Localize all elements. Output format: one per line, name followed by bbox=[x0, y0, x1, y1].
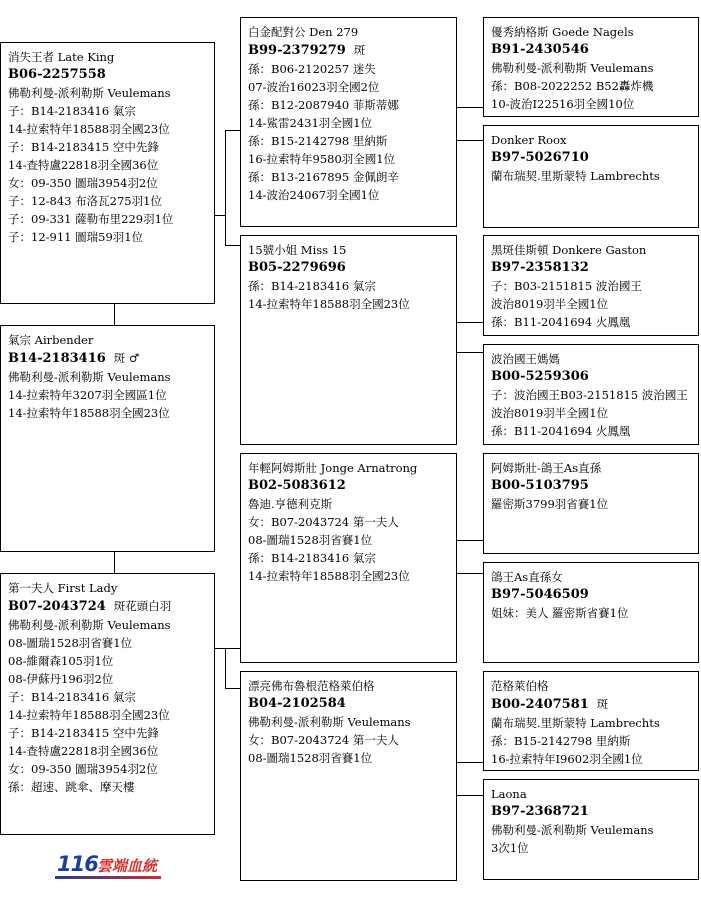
dam-dam-card bbox=[240, 671, 457, 881]
detail-line: 佛勒利曼-派利勒斯 Veulemans bbox=[8, 618, 171, 632]
subject-card bbox=[0, 325, 215, 552]
connector-line bbox=[114, 304, 115, 325]
pigeon-details bbox=[491, 167, 691, 185]
ring-number: B14-2183416 bbox=[8, 351, 106, 366]
connector-line bbox=[225, 648, 226, 688]
connector-line bbox=[457, 352, 483, 353]
color-sex-tag: 斑 ♂ bbox=[113, 351, 140, 365]
detail-line: 子：B14-2183415 空中先鋒 bbox=[8, 726, 159, 740]
pigeon-name: 漂亮佛布魯根范格萊伯格 bbox=[248, 679, 375, 693]
detail-line: 08-伊蘇丹196羽2位 bbox=[8, 672, 114, 686]
connector-line bbox=[457, 795, 483, 796]
detail-line: 16-拉索特年Ⅰ9602羽全國1位 bbox=[491, 752, 643, 766]
detail-line: 姐妹：美人 羅密斯省賽1位 bbox=[491, 606, 629, 620]
detail-line: 女：B07-2043724 第一夫人 bbox=[248, 733, 399, 747]
connector-line bbox=[457, 573, 483, 574]
pigeon-name: 年輕阿姆斯壯 Jonge Arnatrong bbox=[248, 461, 418, 475]
connector-line bbox=[114, 552, 115, 573]
connector-line bbox=[457, 322, 483, 323]
detail-line: 16-拉索特年9580羽全國1位 bbox=[248, 152, 396, 166]
detail-line: 波治8019羽半全國1位 bbox=[491, 406, 609, 420]
detail-line: 孫：B14-2183416 氣宗 bbox=[248, 279, 376, 293]
detail-line: 14-拉索特年18588羽全國23位 bbox=[8, 406, 170, 420]
connector-line bbox=[457, 140, 483, 141]
ring-number: B00-5259306 bbox=[491, 369, 589, 384]
pigeon-name: 范格萊伯格 bbox=[491, 679, 549, 693]
connector-line bbox=[225, 130, 240, 131]
pigeon-name: 阿姆斯壯-鴿王As直孫 bbox=[491, 461, 602, 475]
detail-line: 佛勒利曼-派利勒斯 Veulemans bbox=[8, 370, 171, 384]
connector-line bbox=[457, 107, 483, 108]
detail-line: 08-圖瑞1528羽省賽1位 bbox=[8, 636, 133, 650]
logo-underline bbox=[55, 876, 161, 879]
detail-line: 孫：B11-2041694 火鳳凰 bbox=[491, 315, 631, 329]
great-grandparent-card-4 bbox=[483, 344, 699, 445]
pigeon-details bbox=[248, 60, 449, 204]
connector-line bbox=[225, 245, 240, 246]
detail-line: 子：09-331 薩勒布里229羽1位 bbox=[8, 212, 174, 226]
dam-sire-card bbox=[240, 453, 457, 663]
pigeon-details bbox=[8, 368, 207, 422]
connector-line bbox=[215, 215, 225, 216]
ring-number: B07-2043724 bbox=[8, 599, 106, 614]
ring-number: B05-2279696 bbox=[248, 260, 346, 275]
detail-line: 14-拉索特年18588羽全國23位 bbox=[8, 122, 170, 136]
pigeon-details bbox=[491, 714, 691, 768]
great-grandparent-card-8 bbox=[483, 779, 699, 880]
pigeon-name: 白金配對公 Den 279 bbox=[248, 25, 359, 39]
detail-line: 07-波治16023羽全國2位 bbox=[248, 80, 380, 94]
detail-line: 孫：超速、跳傘、摩天樓 bbox=[8, 780, 135, 794]
detail-line: 羅密斯3799羽省賽1位 bbox=[491, 497, 609, 511]
detail-line: 10-波治Ⅰ22516羽全國10位 bbox=[491, 97, 635, 111]
detail-line: 孫：B14-2183416 氣宗 bbox=[248, 551, 376, 565]
detail-line: 子：B03-2151815 波治國王 bbox=[491, 279, 642, 293]
ring-number: B91-2430546 bbox=[491, 42, 589, 57]
connector-line bbox=[225, 130, 226, 245]
detail-line: 08-維爾森105羽1位 bbox=[8, 654, 114, 668]
detail-line: 佛勒利曼-派利勒斯 Veulemans bbox=[248, 715, 411, 729]
detail-line: 14-拉索特年3207羽全國區1位 bbox=[8, 388, 167, 402]
pigeon-details bbox=[491, 495, 691, 513]
ring-number: B97-5026710 bbox=[491, 150, 589, 165]
detail-line: 子：12-911 圖瑞59羽1位 bbox=[8, 230, 144, 244]
pigeon-name: Laona bbox=[491, 787, 527, 801]
detail-line: 孫：B08-2022252 B52轟炸機 bbox=[491, 79, 654, 93]
sire-sire-card bbox=[240, 17, 457, 227]
ring-number: B97-2368721 bbox=[491, 804, 589, 819]
pigeon-details bbox=[248, 495, 449, 585]
pigeon-details bbox=[491, 59, 691, 113]
connector-line bbox=[457, 540, 483, 541]
detail-line: 子：B14-2183416 氣宗 bbox=[8, 104, 136, 118]
detail-line: 女：09-350 圖瑞3954羽2位 bbox=[8, 176, 158, 190]
ring-number: B06-2257558 bbox=[8, 67, 106, 82]
detail-line: 孫：B12-2087940 菲斯蒂娜 bbox=[248, 98, 399, 112]
detail-line: 3次1位 bbox=[491, 841, 529, 855]
detail-line: 女：09-350 圖瑞3954羽2位 bbox=[8, 762, 158, 776]
detail-line: 孫：B06-2120257 迷失 bbox=[248, 62, 376, 76]
ring-number: B00-2407581 bbox=[491, 697, 589, 712]
pigeon-name: 波治國王媽媽 bbox=[491, 352, 560, 366]
dam-card bbox=[0, 573, 215, 835]
pigeon-details bbox=[8, 616, 207, 796]
pigeon-name: 鴿王As直孫女 bbox=[491, 570, 563, 584]
detail-line: 女：B07-2043724 第一夫人 bbox=[248, 515, 399, 529]
detail-line: 孫：B13-2167895 金佩朗辛 bbox=[248, 170, 399, 184]
pigeon-details bbox=[491, 386, 691, 440]
pigeon-name: 黑斑佳斯頓 Donkere Gaston bbox=[491, 243, 647, 257]
detail-line: 子：B14-2183416 氣宗 bbox=[8, 690, 136, 704]
detail-line: 孫：B15-2142798 里納斯 bbox=[491, 734, 631, 748]
detail-line: 佛勒利曼-派利勒斯 Veulemans bbox=[8, 86, 171, 100]
ring-number: B04-2102584 bbox=[248, 696, 346, 711]
great-grandparent-card-2 bbox=[483, 125, 699, 228]
ring-number: B97-5046509 bbox=[491, 587, 589, 602]
sire-dam-card bbox=[240, 235, 457, 445]
connector-line bbox=[225, 648, 240, 649]
connector-line bbox=[215, 648, 225, 649]
great-grandparent-card-1 bbox=[483, 17, 699, 117]
pigeon-name: 15號小姐 Miss 15 bbox=[248, 243, 347, 257]
great-grandparent-card-3 bbox=[483, 235, 699, 336]
great-grandparent-card-6 bbox=[483, 562, 699, 663]
detail-line: 14-拉索特年18588羽全國23位 bbox=[248, 569, 410, 583]
pigeon-details bbox=[491, 821, 691, 857]
color-tag: 斑 bbox=[596, 697, 609, 711]
pigeon-details bbox=[248, 713, 449, 767]
logo-text: 雲端血統 bbox=[97, 857, 158, 875]
detail-line: 蘭布瑞契.里斯蒙特 Lambrechts bbox=[491, 169, 660, 183]
detail-line: 14-波治24067羽全國1位 bbox=[248, 188, 380, 202]
detail-line: 14-查特盧22818羽全國36位 bbox=[8, 744, 159, 758]
color-tag: 斑花頭白羽 bbox=[113, 599, 172, 613]
detail-line: 佛勒利曼-派利勒斯 Veulemans bbox=[491, 61, 654, 75]
pigeon-name: 第一夫人 First Lady bbox=[8, 581, 118, 595]
connector-line bbox=[225, 688, 240, 689]
detail-line: 14-拉索特年18588羽全國23位 bbox=[8, 708, 170, 722]
pigeon-name: Donker Roox bbox=[491, 133, 567, 147]
ring-number: B97-2358132 bbox=[491, 260, 589, 275]
detail-line: 孫：B15-2142798 里納斯 bbox=[248, 134, 388, 148]
ring-number: B02-5083612 bbox=[248, 478, 346, 493]
pigeon-details bbox=[8, 84, 207, 246]
color-tag: 斑 bbox=[353, 43, 366, 57]
site-logo[interactable] bbox=[55, 852, 163, 880]
great-grandparent-card-7 bbox=[483, 671, 699, 771]
detail-line: 子：B14-2183415 空中先鋒 bbox=[8, 140, 159, 154]
ring-number: B00-5103795 bbox=[491, 478, 589, 493]
pigeon-details bbox=[491, 604, 691, 622]
detail-line: 魯迪.亨德利克斯 bbox=[248, 497, 333, 511]
pigeon-name: 優秀納格斯 Goede Nagels bbox=[491, 25, 634, 39]
detail-line: 波治8019羽半全國1位 bbox=[491, 297, 609, 311]
pigeon-name: 消失王者 Late King bbox=[8, 50, 115, 64]
great-grandparent-card-5 bbox=[483, 453, 699, 554]
connector-line bbox=[457, 762, 483, 763]
logo-number: 116 bbox=[57, 852, 98, 876]
pigeon-name: 氣宗 Airbender bbox=[8, 333, 94, 347]
detail-line: 14-鯊雷2431羽全國1位 bbox=[248, 116, 373, 130]
detail-line: 蘭布瑞契.里斯蒙特 Lambrechts bbox=[491, 716, 660, 730]
detail-line: 08-圖瑞1528羽省賽1位 bbox=[248, 751, 373, 765]
detail-line: 子：12-843 布洛瓦275羽1位 bbox=[8, 194, 162, 208]
detail-line: 14-拉索特年18588羽全國23位 bbox=[248, 297, 410, 311]
pigeon-details bbox=[491, 277, 691, 331]
detail-line: 08-圖瑞1528羽省賽1位 bbox=[248, 533, 373, 547]
ring-number: B99-2379279 bbox=[248, 43, 346, 58]
sire-card bbox=[0, 42, 215, 304]
detail-line: 子：波治國王B03-2151815 波治國王 bbox=[491, 388, 688, 402]
detail-line: 14-查特盧22818羽全國36位 bbox=[8, 158, 159, 172]
detail-line: 孫：B11-2041694 火鳳凰 bbox=[491, 424, 631, 438]
pigeon-details bbox=[248, 277, 449, 313]
detail-line: 佛勒利曼-派利勒斯 Veulemans bbox=[491, 823, 654, 837]
